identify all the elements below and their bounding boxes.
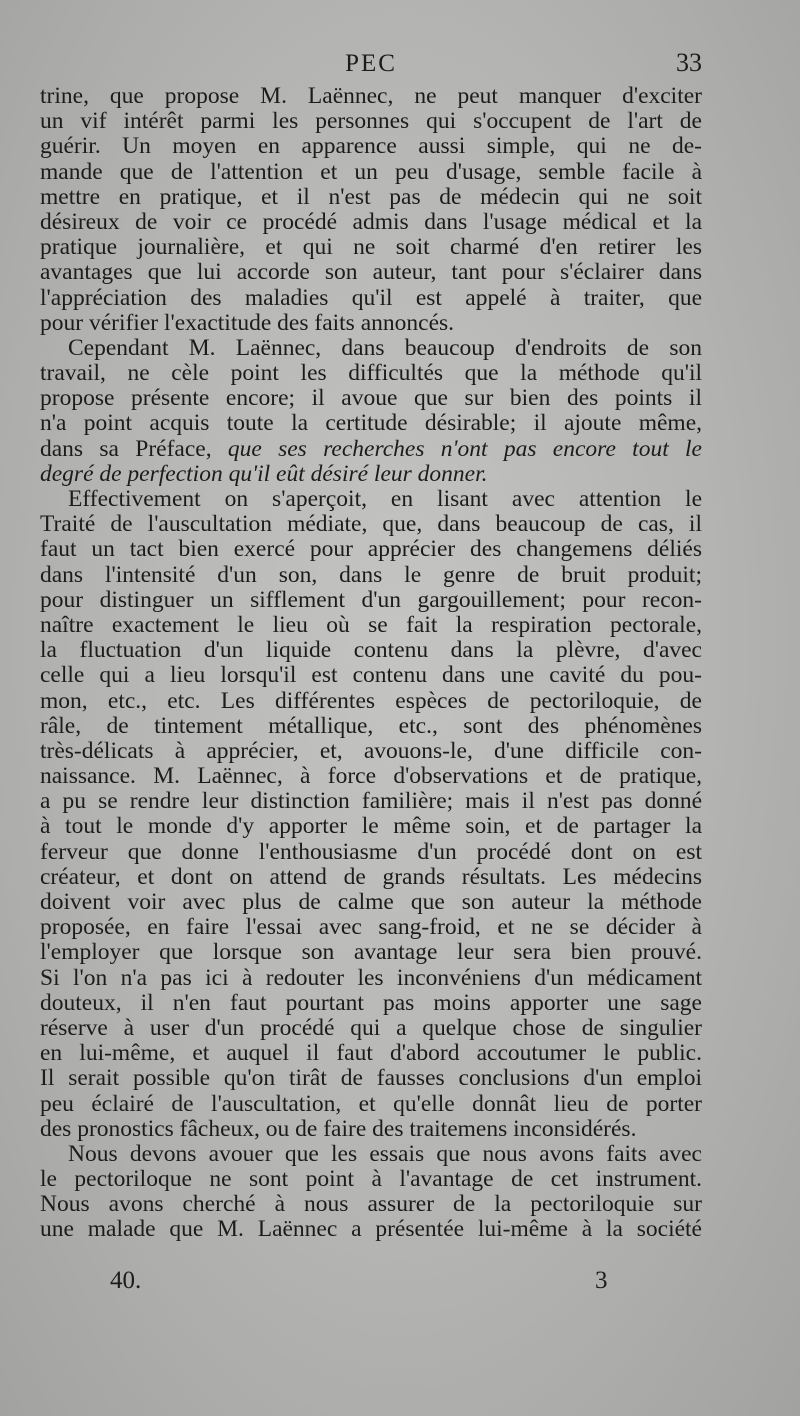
text-line-mixed [40, 437, 702, 462]
text-line: guérir. Un moyen en apparence aussi simple, qui ne de- [40, 133, 702, 160]
text-line: doivent voir avec plus de calme que son auteur la méthode [40, 889, 702, 915]
text-line: pour vérifier l'exactitude des faits annoncés. [40, 309, 455, 336]
text-line: celle qui a lieu lorsqu'il est contenu dans une cavité du pou- [40, 662, 702, 689]
page-number: 33 [676, 48, 702, 77]
text-line: faut un tact bien exercé pour apprécier des changemens déliés [40, 536, 702, 563]
text-line: une malade que M. Laënnec a présentée lui-même à la société [40, 1216, 702, 1243]
paragraph-3 [40, 487, 702, 1142]
text-line: Cependant M. Laënnec, dans beaucoup d'endroits de son [68, 334, 702, 361]
text-line: mande que de l'attention et un peu d'usage, semble facile à [40, 158, 702, 185]
signature-mark-left: 40. [110, 1267, 142, 1294]
text-line: Nous avons cherché à nous assurer de la pectoriloquie sur [40, 1191, 702, 1218]
paragraph-1 [40, 84, 702, 336]
text-line: Effectivement on s'aperçoit, en lisant avec attention le [68, 486, 702, 512]
page-footer [40, 1267, 702, 1301]
text-line: travail, ne cèle point les difficultés que la méthode qu'il [40, 360, 702, 387]
text-line: des pronostics fâcheux, ou de faire des traitemens inconsidérés. [40, 1115, 637, 1142]
text-line: proposée, en faire l'essai avec sang-froid, et ne se décider à [40, 914, 702, 941]
text-line: la fluctuation d'un liquide contenu dans la plèvre, d'avec [40, 637, 702, 664]
text-plain: dans sa Préface, [40, 435, 228, 462]
text-line: pratique journalière, et qui ne soit charmé d'en retirer les [40, 234, 702, 261]
text-line: l'appréciation des maladies qu'il est appelé à traiter, que [40, 284, 702, 311]
text-line: avantages que lui accorde son auteur, tant pour s'éclairer dans [40, 259, 702, 286]
text-line: créateur, et dont on attend de grands résultats. Les médecins [40, 863, 702, 890]
text-line: ferveur que donne l'enthousiasme d'un procédé dont on est [40, 838, 702, 865]
text-line: naissance. M. Laënnec, à force d'observations et de pratique, [40, 763, 702, 790]
page-body [40, 84, 702, 1243]
text-line: trine, que propose M. Laënnec, ne peut manquer d'exciter [40, 83, 702, 109]
text-line: mettre en pratique, et il n'est pas de médecin qui ne soit [40, 183, 702, 210]
signature-mark-right: 3 [595, 1267, 608, 1294]
text-line: n'a point acquis toute la certitude désirable; il ajoute même, [40, 410, 702, 437]
text-line: à tout le monde d'y apporter le même soin, et de partager la [40, 813, 702, 840]
text-line-italic: degré de perfection qu'il eût désiré leur donner. [40, 460, 488, 487]
text-line: dans l'intensité d'un son, dans le genre de bruit produit; [40, 561, 702, 588]
text-line: pour distinguer un sifflement d'un gargouillement; pour recon- [40, 586, 702, 613]
text-line: Traité de l'auscultation médiate, que, dans beaucoup de cas, il [40, 511, 702, 538]
text-line: naître exactement le lieu où se fait la respiration pectorale, [40, 611, 702, 638]
text-line: le pectoriloque ne sont point à l'avantage de cet instrument. [40, 1166, 702, 1193]
text-line: réserve à user d'un procédé qui a quelque chose de singulier [40, 1014, 702, 1041]
paragraph-2 [40, 336, 702, 487]
text-line: Nous devons avouer que les essais que nous avons faits avec [68, 1140, 702, 1167]
text-line: douteux, il n'en faut pourtant pas moins apporter une sage [40, 989, 702, 1016]
text-line: râle, de tintement métallique, etc., sont des phénomènes [40, 712, 702, 739]
text-line: peu éclairé de l'auscultation, et qu'elle donnât lieu de porter [40, 1090, 702, 1117]
text-line: a pu se rendre leur distinction familière; mais il n'est pas donné [40, 788, 702, 815]
text-italic: que ses recherches n'ont pas encore tout le [227, 435, 702, 462]
text-line: Si l'on n'a pas ici à redouter les inconvéniens d'un médicament [40, 964, 702, 991]
text-line: propose présente encore; il avoue que sur bien des points il [40, 385, 702, 412]
text-line: Il serait possible qu'on tirât de fausses conclusions d'un emploi [40, 1065, 702, 1092]
running-title: PEC [345, 50, 397, 77]
text-line: l'employer que lorsque son avantage leur sera bien prouvé. [40, 939, 702, 966]
page-header [40, 44, 702, 84]
paragraph-4 [40, 1142, 702, 1243]
text-line: mon, etc., etc. Les différentes espèces de pectoriloquie, de [40, 687, 702, 714]
text-line: un vif intérêt parmi les personnes qui s'occupent de l'art de [40, 108, 702, 135]
text-line: en lui-même, et auquel il faut d'abord accoutumer le public. [40, 1040, 702, 1067]
text-line: très-délicats à apprécier, et, avouons-le, d'une difficile con- [40, 737, 702, 764]
text-line: désireux de voir ce procédé admis dans l'usage médical et la [40, 208, 702, 235]
